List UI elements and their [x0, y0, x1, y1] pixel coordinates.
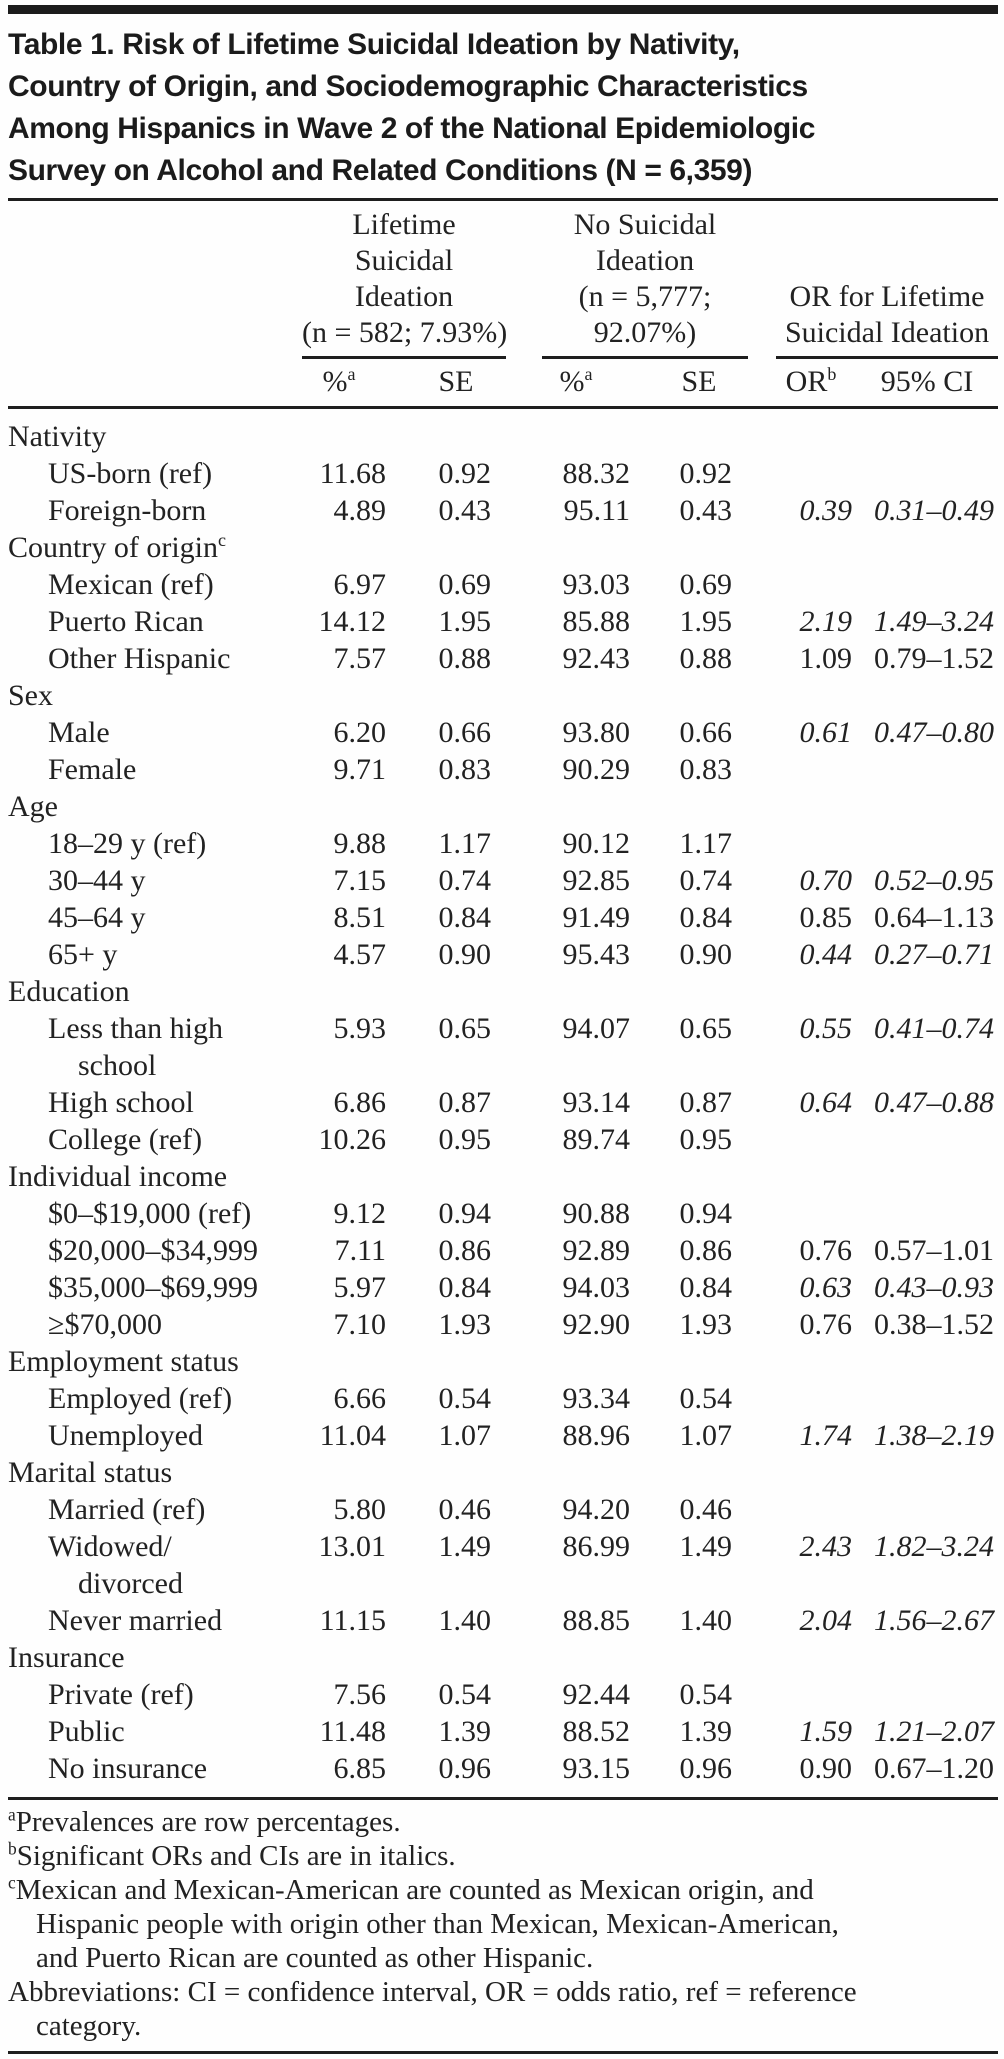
lsi-pct-cell: 14.12 [318, 605, 386, 638]
lsi-se-cell: 0.43 [438, 494, 492, 527]
lsi-se-cell: 0.88 [438, 642, 492, 675]
nsi-pct-cell: 95.43 [562, 938, 631, 971]
table-row [8, 1121, 998, 1158]
lsi-pct-cell: 4.89 [333, 494, 386, 527]
lsi-se-cell: 0.83 [438, 753, 492, 786]
row-label: No insurance [48, 1752, 208, 1785]
nsi-se-cell: 0.96 [679, 1752, 733, 1785]
nsi-pct-cell: 90.12 [562, 827, 631, 860]
nsi-pct-cell: 92.85 [562, 864, 631, 897]
col-header-nsi-percent: %$^a$ [492, 359, 632, 408]
table-row [8, 1306, 998, 1343]
nsi-pct-cell: 93.14 [562, 1086, 631, 1119]
ci-cell [856, 1380, 998, 1417]
table-row [8, 899, 998, 936]
ci-cell [856, 1121, 998, 1158]
nsi-pct-cell: 91.49 [562, 901, 631, 934]
nsi-se-cell: 0.86 [679, 1234, 733, 1267]
nsi-se-cell: 0.92 [679, 457, 733, 490]
nsi-se-cell: 0.87 [679, 1086, 733, 1119]
lsi-se-cell: 1.07 [438, 1419, 492, 1452]
footnote-line: $^b$Significant ORs and CIs are in italics. [8, 1838, 456, 1872]
group-label [776, 279, 998, 359]
col-header-or: $OR^b$ [740, 359, 856, 408]
nsi-se-cell: 0.46 [679, 1493, 733, 1526]
table-row [8, 455, 998, 492]
lsi-pct-cell: 9.12 [333, 1197, 386, 1230]
lsi-se-cell: 1.17 [438, 827, 492, 860]
nsi-pct-cell: 85.88 [562, 605, 631, 638]
lsi-se-cell: 0.74 [438, 864, 492, 897]
row-label: Mexican (ref) [48, 568, 214, 601]
col-header-nsi-se: SE [632, 359, 740, 408]
row-label: Female [48, 753, 137, 786]
nsi-se-cell: 0.83 [679, 753, 733, 786]
ci-cell [856, 566, 998, 603]
row-label: Employed (ref) [48, 1382, 233, 1415]
superscript: c [218, 530, 226, 550]
group-header-line: Suicidal [354, 244, 454, 277]
lsi-se-cell: 0.92 [438, 457, 492, 490]
table-body [8, 408, 998, 1788]
table-row [8, 1713, 998, 1750]
section-label: Nativity [8, 420, 107, 453]
table-row [8, 936, 998, 973]
table-row [8, 1232, 998, 1269]
nsi-se-cell: 0.88 [679, 642, 733, 675]
nsi-se-cell: 1.17 [679, 827, 733, 860]
row-label: Male [48, 716, 110, 749]
footnote [8, 1805, 998, 1839]
or-cell: 0.64 [799, 1086, 853, 1119]
title-line: Table 1. Risk of Lifetime Suicidal Ideation by Nativity, [8, 28, 740, 61]
col-header-lsi-se: SE [388, 359, 492, 408]
footnote-line: $^c$Mexican and Mexican-American are counted as Mexican origin, and [8, 1872, 814, 1906]
lsi-se-cell: 1.40 [438, 1604, 492, 1637]
lsi-pct-cell: 7.11 [334, 1234, 386, 1267]
lsi-se-cell: 0.84 [438, 1271, 492, 1304]
footnote [8, 1873, 998, 1975]
row-label: Public [48, 1715, 125, 1748]
row-label: $0–$19,000 (ref) [48, 1197, 252, 1230]
or-cell [740, 566, 856, 603]
section-label: Employment status [8, 1345, 239, 1378]
table-row [8, 1417, 998, 1454]
footnote [8, 1839, 998, 1873]
or-cell: 0.44 [799, 938, 853, 971]
section-row [8, 1343, 998, 1380]
ci-cell [856, 1491, 998, 1528]
section-label: Individual income [8, 1160, 228, 1193]
or-cell [740, 1380, 856, 1417]
superscript: a [8, 1804, 16, 1825]
lsi-pct-cell: 13.01 [318, 1530, 386, 1563]
title-line: Survey on Alcohol and Related Conditions (N = 6,359) [8, 154, 753, 187]
table-header [8, 207, 998, 408]
table-row [8, 1084, 998, 1121]
table-row [8, 1195, 998, 1232]
ci-cell: 1.21–2.07 [874, 1715, 995, 1748]
table-title [8, 24, 998, 192]
ci-cell: 0.79–1.52 [874, 642, 995, 675]
or-cell [740, 751, 856, 788]
row-label: 65+ y [48, 938, 118, 971]
or-cell: 0.55 [799, 1012, 853, 1045]
row-label: Private (ref) [48, 1678, 194, 1711]
title-line: Country of Origin, and Sociodemographic Characteristics [8, 70, 808, 103]
nsi-pct-cell: 93.80 [562, 716, 631, 749]
or-cell: 0.76 [799, 1308, 853, 1341]
group-label [302, 207, 506, 359]
or-cell [740, 455, 856, 492]
table-row [8, 1380, 998, 1417]
lsi-pct-cell: 9.88 [333, 827, 386, 860]
nsi-se-cell: 0.54 [679, 1382, 733, 1415]
or-cell [740, 1195, 856, 1232]
footnote-divider [8, 1797, 998, 1800]
nsi-se-cell: 0.84 [679, 1271, 733, 1304]
nsi-se-cell: 0.69 [679, 568, 733, 601]
stub-header [8, 207, 290, 359]
section-label: Age [8, 790, 58, 823]
lsi-pct-cell: 5.97 [333, 1271, 386, 1304]
row-label: US-born (ref) [48, 457, 213, 490]
or-cell [740, 1491, 856, 1528]
group-header-line: No Suicidal [573, 208, 717, 241]
lsi-se-cell: 0.54 [438, 1678, 492, 1711]
lsi-se-cell: 0.84 [438, 901, 492, 934]
or-cell: 1.09 [799, 642, 853, 675]
ci-cell: 0.67–1.20 [874, 1752, 995, 1785]
section-label: Marital status [8, 1456, 173, 1489]
lsi-se-cell: 0.86 [438, 1234, 492, 1267]
nsi-se-cell: 1.95 [679, 605, 733, 638]
ci-cell: 1.56–2.67 [874, 1604, 995, 1637]
nsi-se-cell: 0.84 [679, 901, 733, 934]
row-label: Foreign-born [48, 494, 207, 527]
group-header-line: (n = 582; 7.93%) [302, 316, 508, 349]
row-label: ≥$70,000 [48, 1308, 162, 1341]
ci-cell: 0.27–0.71 [874, 938, 995, 971]
ci-cell [856, 751, 998, 788]
stub-header [8, 359, 290, 408]
nsi-pct-cell: 92.90 [562, 1308, 631, 1341]
table-row [8, 751, 998, 788]
table-row [8, 1750, 998, 1787]
superscript: b [827, 364, 837, 384]
superscript: a [584, 364, 593, 384]
section-row [8, 1454, 998, 1491]
or-cell [740, 1121, 856, 1158]
row-label: $20,000–$34,999 [48, 1234, 258, 1267]
footnote-line: Hispanic people with origin other than Mexican, Mexican-American, [36, 1908, 839, 1940]
nsi-pct-cell: 90.29 [562, 753, 631, 786]
section-row [8, 1639, 998, 1676]
or-cell: 0.85 [799, 901, 853, 934]
title-divider [8, 198, 998, 201]
lsi-pct-cell: 10.26 [318, 1123, 386, 1156]
bottom-rule [8, 2051, 998, 2054]
ci-cell: 0.38–1.52 [874, 1308, 995, 1341]
nsi-pct-cell: 94.03 [562, 1271, 631, 1304]
data-table [8, 207, 998, 1787]
ci-cell: 0.57–1.01 [874, 1234, 995, 1267]
nsi-pct-cell: 88.52 [562, 1715, 631, 1748]
footnote-line: and Puerto Rican are counted as other Hispanic. [36, 1942, 594, 1974]
section-row [8, 677, 998, 714]
nsi-se-cell: 0.43 [679, 494, 733, 527]
lsi-pct-cell: 7.57 [333, 642, 386, 675]
section-label: Education [8, 975, 130, 1008]
lsi-se-cell: 0.65 [438, 1012, 492, 1045]
col-header-95ci: 95% CI [856, 359, 998, 408]
row-label: Puerto Rican [48, 605, 204, 638]
table-row [8, 825, 998, 862]
or-cell: 0.61 [799, 716, 853, 749]
section-label: Country of origin$^c$ [8, 530, 226, 564]
or-cell: 2.43 [799, 1530, 853, 1563]
group-header-line: (n = 5,777; [578, 280, 712, 313]
lsi-pct-cell: 5.80 [333, 1493, 386, 1526]
ci-cell: 0.47–0.80 [874, 716, 995, 749]
group-no-suicidal-ideation [492, 207, 740, 359]
table-row [8, 566, 998, 603]
nsi-se-cell: 0.74 [679, 864, 733, 897]
or-cell: 2.04 [799, 1604, 853, 1637]
lsi-se-cell: 1.49 [438, 1530, 492, 1563]
row-label-line2: divorced [78, 1567, 183, 1600]
top-rule [8, 5, 998, 14]
lsi-pct-cell: 11.48 [319, 1715, 386, 1748]
group-header-line: Suicidal Ideation [784, 316, 990, 349]
nsi-pct-cell: 89.74 [562, 1123, 631, 1156]
footnote [8, 1975, 998, 2043]
or-cell: 2.19 [799, 605, 853, 638]
table-row [8, 1602, 998, 1639]
ci-cell: 0.31–0.49 [874, 494, 995, 527]
ci-cell: 0.52–0.95 [874, 864, 995, 897]
lsi-se-cell: 0.46 [438, 1493, 492, 1526]
nsi-pct-cell: 94.07 [562, 1012, 631, 1045]
row-label: 18–29 y (ref) [48, 827, 207, 860]
footnote-line: $^a$Prevalences are row percentages. [8, 1804, 401, 1838]
row-label: Never married [48, 1604, 223, 1637]
table-row [8, 1010, 998, 1084]
nsi-pct-cell: 94.20 [562, 1493, 631, 1526]
table-row [8, 1491, 998, 1528]
nsi-se-cell: 1.39 [679, 1715, 733, 1748]
ci-cell: 0.43–0.93 [874, 1271, 995, 1304]
nsi-pct-cell: 92.43 [562, 642, 631, 675]
section-row [8, 788, 998, 825]
ci-cell: 1.49–3.24 [874, 605, 995, 638]
lsi-se-cell: 0.96 [438, 1752, 492, 1785]
or-cell [740, 825, 856, 862]
section-row [8, 529, 998, 566]
lsi-se-cell: 1.93 [438, 1308, 492, 1341]
group-header-line: 92.07%) [593, 316, 697, 349]
table-row [8, 640, 998, 677]
superscript: c [8, 1872, 16, 1893]
nsi-se-cell: 1.07 [679, 1419, 733, 1452]
ci-cell [856, 825, 998, 862]
section-label: Insurance [8, 1641, 125, 1674]
table-row [8, 1676, 998, 1713]
row-label: Unemployed [48, 1419, 203, 1452]
nsi-pct-cell: 88.85 [562, 1604, 631, 1637]
or-cell: 1.59 [799, 1715, 853, 1748]
lsi-se-cell: 0.95 [438, 1123, 492, 1156]
row-label: Married (ref) [48, 1493, 206, 1526]
nsi-pct-cell: 92.89 [562, 1234, 631, 1267]
row-label: High school [48, 1086, 194, 1119]
ci-cell [856, 1676, 998, 1713]
group-header-line: OR for Lifetime [789, 280, 985, 313]
footnote-line: category. [36, 2010, 142, 2042]
group-or-lifetime-suicidal-ideation [740, 207, 998, 359]
or-cell: 0.90 [799, 1752, 853, 1785]
table-row [8, 1269, 998, 1306]
title-line: Among Hispanics in Wave 2 of the National Epidemiologic [8, 112, 815, 145]
table-row [8, 714, 998, 751]
ci-cell: 0.47–0.88 [874, 1086, 995, 1119]
row-label: 45–64 y [48, 901, 146, 934]
lsi-se-cell: 0.54 [438, 1382, 492, 1415]
lsi-se-cell: 0.94 [438, 1197, 492, 1230]
ci-cell [856, 455, 998, 492]
lsi-pct-cell: 5.93 [333, 1012, 386, 1045]
nsi-pct-cell: 93.03 [562, 568, 631, 601]
row-label: College (ref) [48, 1123, 203, 1156]
ci-cell: 0.64–1.13 [874, 901, 995, 934]
lsi-pct-cell: 7.15 [333, 864, 386, 897]
nsi-pct-cell: 93.34 [562, 1382, 631, 1415]
or-cell: 1.74 [799, 1419, 853, 1452]
group-header-row [8, 207, 998, 359]
lsi-se-cell: 1.39 [438, 1715, 492, 1748]
table-row [8, 1528, 998, 1602]
lsi-se-cell: 0.69 [438, 568, 492, 601]
nsi-se-cell: 0.90 [679, 938, 733, 971]
row-label: Less than high school [8, 1010, 290, 1084]
nsi-se-cell: 0.54 [679, 1678, 733, 1711]
or-cell: 0.39 [799, 494, 853, 527]
row-label: Other Hispanic [48, 642, 231, 675]
lsi-pct-cell: 6.85 [333, 1752, 386, 1785]
or-cell: 0.63 [799, 1271, 853, 1304]
row-label: $35,000–$69,999 [48, 1271, 258, 1304]
lsi-pct-cell: 7.10 [333, 1308, 386, 1341]
group-header-line: Ideation [354, 280, 454, 313]
group-label [542, 207, 748, 359]
group-header-line: Lifetime [352, 208, 456, 241]
table-row [8, 492, 998, 529]
nsi-pct-cell: 88.96 [562, 1419, 631, 1452]
lsi-pct-cell: 9.71 [333, 753, 386, 786]
nsi-se-cell: 1.49 [679, 1530, 733, 1563]
col-header-lsi-percent: %$^a$ [290, 359, 388, 408]
nsi-se-cell: 0.66 [679, 716, 733, 749]
lsi-pct-cell: 11.04 [319, 1419, 386, 1452]
row-label-line2: school [78, 1049, 157, 1082]
nsi-se-cell: 1.93 [679, 1308, 733, 1341]
table-row [8, 862, 998, 899]
group-lifetime-suicidal-ideation [290, 207, 508, 359]
nsi-se-cell: 0.65 [679, 1012, 733, 1045]
nsi-pct-cell: 92.44 [562, 1678, 631, 1711]
ci-cell [856, 1195, 998, 1232]
ci-cell: 1.82–3.24 [874, 1530, 995, 1563]
superscript: a [347, 364, 356, 384]
lsi-se-cell: 0.66 [438, 716, 492, 749]
nsi-pct-cell: 88.32 [562, 457, 631, 490]
ci-cell: 1.38–2.19 [874, 1419, 995, 1452]
lsi-se-cell: 1.95 [438, 605, 492, 638]
nsi-pct-cell: 93.15 [562, 1752, 631, 1785]
lsi-pct-cell: 8.51 [333, 901, 386, 934]
lsi-pct-cell: 6.86 [333, 1086, 386, 1119]
lsi-pct-cell: 11.15 [319, 1604, 386, 1637]
footnotes [8, 1805, 998, 2043]
section-row [8, 408, 998, 456]
column-header-row [8, 359, 998, 408]
nsi-pct-cell: 95.11 [563, 494, 631, 527]
group-header-line: Ideation [595, 244, 695, 277]
nsi-se-cell: 0.95 [679, 1123, 733, 1156]
table-row [8, 603, 998, 640]
lsi-pct-cell: 6.66 [333, 1382, 386, 1415]
superscript: b [8, 1838, 17, 1859]
nsi-se-cell: 0.94 [679, 1197, 733, 1230]
nsi-pct-cell: 86.99 [562, 1530, 631, 1563]
lsi-pct-cell: 11.68 [319, 457, 386, 490]
lsi-pct-cell: 4.57 [333, 938, 386, 971]
row-label: Widowed/ divorced [8, 1528, 290, 1602]
or-cell: 0.70 [799, 864, 853, 897]
footnote-line: Abbreviations: CI = confidence interval, OR = odds ratio, ref = reference [8, 1976, 857, 2008]
lsi-pct-cell: 7.56 [333, 1678, 386, 1711]
row-label: 30–44 y [48, 864, 146, 897]
section-label: Sex [8, 679, 53, 712]
or-cell [740, 1676, 856, 1713]
ci-cell: 0.41–0.74 [874, 1012, 995, 1045]
section-row [8, 1158, 998, 1195]
lsi-se-cell: 0.90 [438, 938, 492, 971]
or-cell: 0.76 [799, 1234, 853, 1267]
lsi-pct-cell: 6.97 [333, 568, 386, 601]
lsi-se-cell: 0.87 [438, 1086, 492, 1119]
nsi-pct-cell: 90.88 [562, 1197, 631, 1230]
section-row [8, 973, 998, 1010]
nsi-se-cell: 1.40 [679, 1604, 733, 1637]
lsi-pct-cell: 6.20 [333, 716, 386, 749]
